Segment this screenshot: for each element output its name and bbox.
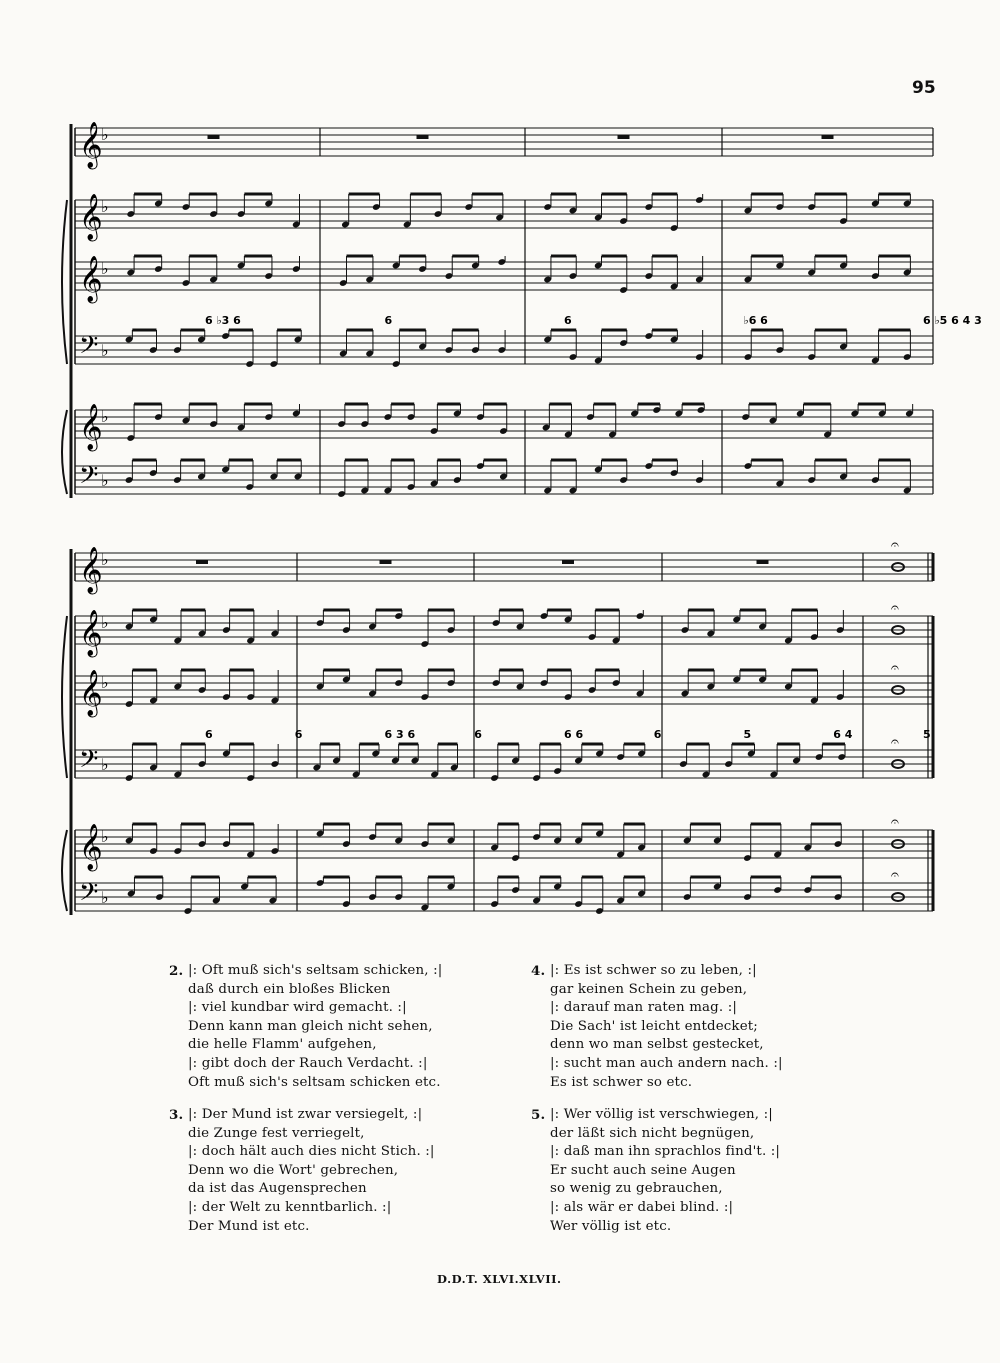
flat-icon: ♭ [101,673,109,692]
verse-line: Denn kann man gleich nicht sehen, [188,1018,433,1034]
whole-rest [757,560,769,564]
fermata-icon: 𝄐 [891,867,899,883]
verse-line: |: gibt doch der Rauch Verdacht. :| [188,1055,428,1071]
staff [75,122,933,170]
staff [75,404,933,452]
whole-rest [208,135,220,139]
verse-2 [169,962,443,1092]
verse-line: |: doch hält auch dies nicht Stich. :| [188,1144,435,1160]
staff-brace [62,830,67,911]
verse-line: |: Oft muß sich's seltsam schicken, :| [188,963,443,978]
whole-rest [380,560,392,564]
figured-bass-label: ♭6 6 [743,314,768,327]
verse-number: 3. [169,1107,184,1123]
verse-line: |: darauf man raten mag. :| [550,1000,738,1016]
whole-rest [562,560,574,564]
figured-bass-label: 6 ♭3 6 [205,314,241,327]
verse-line: Oft muß sich's seltsam schicken etc. [188,1074,441,1090]
staff-brace [62,616,67,778]
treble-clef-icon: 𝄞 [79,610,103,656]
figured-bass-label: 6 [384,314,393,327]
flat-icon: ♭ [101,341,109,360]
bass-clef-icon: 𝄢 [79,461,99,496]
bass-clef-icon: 𝄢 [79,331,99,366]
staff [75,194,933,242]
staff-brace [62,410,67,494]
verse-line: |: viel kundbar wird gemacht. :| [188,1000,407,1016]
treble-clef-icon: 𝄞 [79,824,103,870]
figured-bass-label: 5 [923,728,931,741]
verse-line: Denn wo die Wort' gebrechen, [188,1162,399,1178]
verse-line: |: als wär er dabei blind. :| [550,1199,734,1215]
verse-line: Er sucht auch seine Augen [550,1162,736,1178]
verse-line: daß durch ein bloßes Blicken [188,981,391,997]
publication-footer: D.D.T. XLVI.XLVII. [437,1272,562,1286]
treble-clef-icon: 𝄞 [79,122,103,168]
figured-bass-label: 5 [743,728,752,741]
verse-number: 2. [169,963,184,979]
figured-bass-label: 6 [564,314,572,327]
verse-line: die helle Flamm' aufgehen, [188,1037,377,1053]
whole-rest [822,135,834,139]
verse-line: Der Mund ist etc. [188,1218,310,1234]
verse-line: |: der Welt zu kenntbarlich. :| [188,1199,392,1215]
score-system-1 [62,122,982,498]
flat-icon: ♭ [101,471,109,490]
figured-bass-label: 6 [205,728,213,741]
verse-number: 5. [531,1107,546,1123]
fermata-icon: 𝄐 [891,600,899,616]
flat-icon: ♭ [101,827,109,846]
verse-line: der läßt sich nicht begnügen, [550,1125,755,1141]
flat-icon: ♭ [101,550,109,569]
figured-bass-label: 6 [474,728,482,741]
figured-bass-label: 6 6 [564,728,584,741]
verse-line: gar keinen Schein zu geben, [550,981,748,997]
fermata-icon: 𝄐 [891,814,899,830]
flat-icon: ♭ [101,125,109,144]
verse-line: |: daß man ihn sprachlos find't. :| [550,1144,781,1160]
verse-line: Es ist schwer so etc. [550,1074,693,1090]
flat-icon: ♭ [101,613,109,632]
whole-rest [196,560,208,564]
verse-line: die Zunge fest verriegelt, [188,1125,365,1141]
fermata-icon: 𝄐 [891,734,899,750]
figured-bass-label: 6 3 6 [384,728,416,741]
page-number: 95 [912,78,936,98]
verse-line: |: Der Mund ist zwar versiegelt, :| [188,1107,423,1122]
figured-bass-label: 6 4 [833,728,853,741]
fermata-icon: 𝄐 [891,537,899,553]
staff [75,670,933,718]
verse-line: |: sucht man auch andern nach. :| [550,1055,783,1071]
bass-clef-icon: 𝄢 [79,878,99,913]
treble-clef-icon: 𝄞 [79,670,103,716]
staff [75,547,933,595]
flat-icon: ♭ [101,259,109,278]
figured-bass-label: 6 ♭5 6 4 3 [923,314,982,327]
treble-clef-icon: 𝄞 [79,256,103,302]
verse-line: Die Sach' ist leicht entdecket; [550,1018,758,1034]
whole-rest [417,135,429,139]
staff-brace [62,200,67,364]
staff [75,878,933,913]
verse-line: |: Es ist schwer so zu leben, :| [550,963,757,978]
flat-icon: ♭ [101,755,109,774]
verse-5 [531,1106,781,1236]
whole-rest [618,135,630,139]
fermata-icon: 𝄐 [891,660,899,676]
verse-line: |: Wer völlig ist verschwiegen, :| [550,1107,773,1122]
treble-clef-icon: 𝄞 [79,547,103,593]
verse-line: denn wo man selbst gestecket, [550,1037,764,1053]
verse-number: 4. [531,963,546,979]
verse-4 [531,962,783,1092]
score-system-2 [62,537,933,915]
verse-line: da ist das Augensprechen [188,1181,367,1197]
figured-bass-label: 6 [294,728,303,741]
flat-icon: ♭ [101,888,109,907]
verse-line: Wer völlig ist etc. [550,1218,672,1234]
bass-clef-icon: 𝄢 [79,745,99,780]
figured-bass-label: 6 [653,728,662,741]
flat-icon: ♭ [101,197,109,216]
treble-clef-icon: 𝄞 [79,404,103,450]
flat-icon: ♭ [101,407,109,426]
verse-3 [169,1106,435,1236]
verse-line: so wenig zu gebrauchen, [550,1181,723,1197]
treble-clef-icon: 𝄞 [79,194,103,240]
